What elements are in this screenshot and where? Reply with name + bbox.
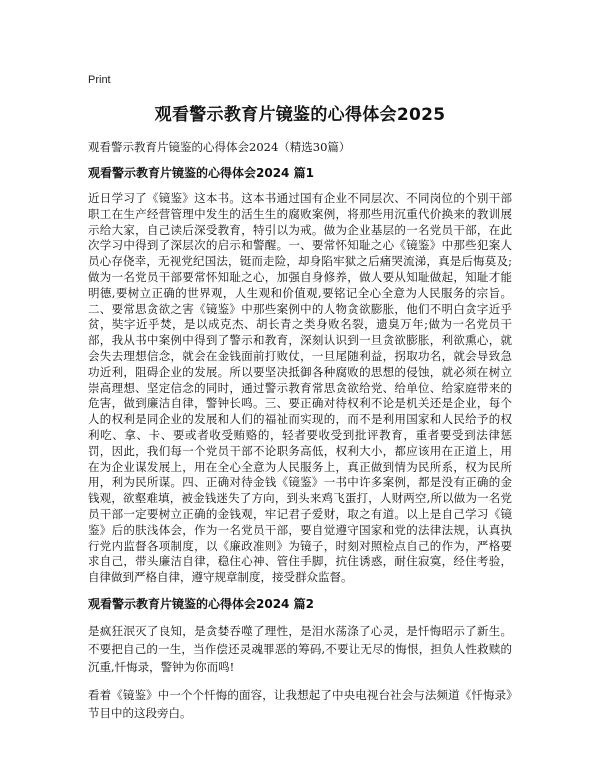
article-section-2: [88, 596, 512, 722]
section-paragraph: 看着《镜鉴》中一个个忏悔的面容，让我想起了中央电视台社会与法频道《忏悔录》节目中的这段旁白。: [88, 687, 512, 720]
section-heading: 观看警示教育片镜鉴的心得体会2024 篇1: [88, 166, 314, 180]
article-section-1: [88, 165, 512, 586]
section-paragraph: 是疯狂泯灭了良知，是贪婪吞噬了理性，是泪水荡涤了心灵，是忏悔昭示了新生。不要把自己的一生，当作偿还灵魂罪恶的筹码,不要让无尽的悔恨，担负人性救赎的沉重,忏悔录，警钟为你而鸣!: [88, 623, 512, 674]
section-paragraph: 近日学习了《镜鉴》这本书。这本书通过国有企业不同层次、不同岗位的个别干部职工在生产经营管理中发生的活生生的腐败案例，将那些用沉重代价换来的教训展示给大家，自己读后深受教育，特引以为戒。做为企业基层的一名党员干部，在此次学习中得到了深层次的启示和警醒。一、要常怀知耻之心《镜鉴》中那些犯案人员心存侥幸，无视党纪国法，铤而走险，却身陷牢狱之后痛哭流涕，真是后悔莫及;做为一名党员干部要常怀知耻之心，加强自身修养，做人要从知耻做起，知耻才能明德,要树立正确的世界观，人生观和价值观,要铭记全心全意为人民服务的宗旨。二、要常思贪欲之害《镜鉴》中那些案例中的人物贪欲膨胀，他们不明白贪字近乎贫，奘字近乎焚，是以成克杰、胡长青之类身败名裂，遗臭万年;做为一名党员干部，我从书中案例中得到了警示和教育，深刻认识到一旦贪欲膨胀，利欲熏心，就会失去理想信念，就会在金钱面前打败仗，一旦尾随利益，拐取功名，就会导致急功近利，阻碍企业的发展。所以要坚决抵御各种腐败的思想的侵蚀，就必须在树立崇高理想、坚定信念的同时，通过警示教育常思贪欲给党、给单位、给家庭带来的危害，做到廉洁自律，警钟长鸣。三、要正确对待权利不论是机关还是企业，每个人的权利是同企业的发展和人们的福祉而实现的，而不是利用国家和人民给予的权利吃、拿、卡、要或者收受贿赂的，轻者要收受到批评教育，重者要受到法律惩罚，因此，我们每一个党员干部不论职务高低，权利大小，都应该用在正道上，用在为企业谋发展上，用在全心全意为人民服务上，真正做到情为民所系，权为民所用，利为民所谋。四、正确对待金钱《镜鉴》一书中许多案例，都是没有正确的金钱观，欲壑难填，被金钱迷失了方向，到头来鸡飞蛋打，人财两空,所以做为一名党员干部一定要树立正确的金钱观，牢记君子爱财，取之有道。以上是自己学习《镜鉴》后的肤浅体会，作为一名党员干部，要自觉遵守国家和党的法律法规，认真执行党内监督各项制度，以《廉政准则》为镜子，时刻对照检点自己的作为，严格要求自己，带头廉洁自律，稳住心神、管住手脚，抗住诱惑，耐住寂寞，经住考验，自律做到严格自律，遵守规章制度，接受群众监督。: [88, 191, 512, 585]
document-subtitle: 观看警示教育片镜鉴的心得体会2024（精选30篇）: [88, 140, 351, 154]
section-heading: 观看警示教育片镜鉴的心得体会2024 篇2: [88, 596, 314, 611]
print-link[interactable]: Print: [88, 74, 111, 86]
document-title: 观看警示教育片镜鉴的心得体会2025: [154, 105, 446, 125]
